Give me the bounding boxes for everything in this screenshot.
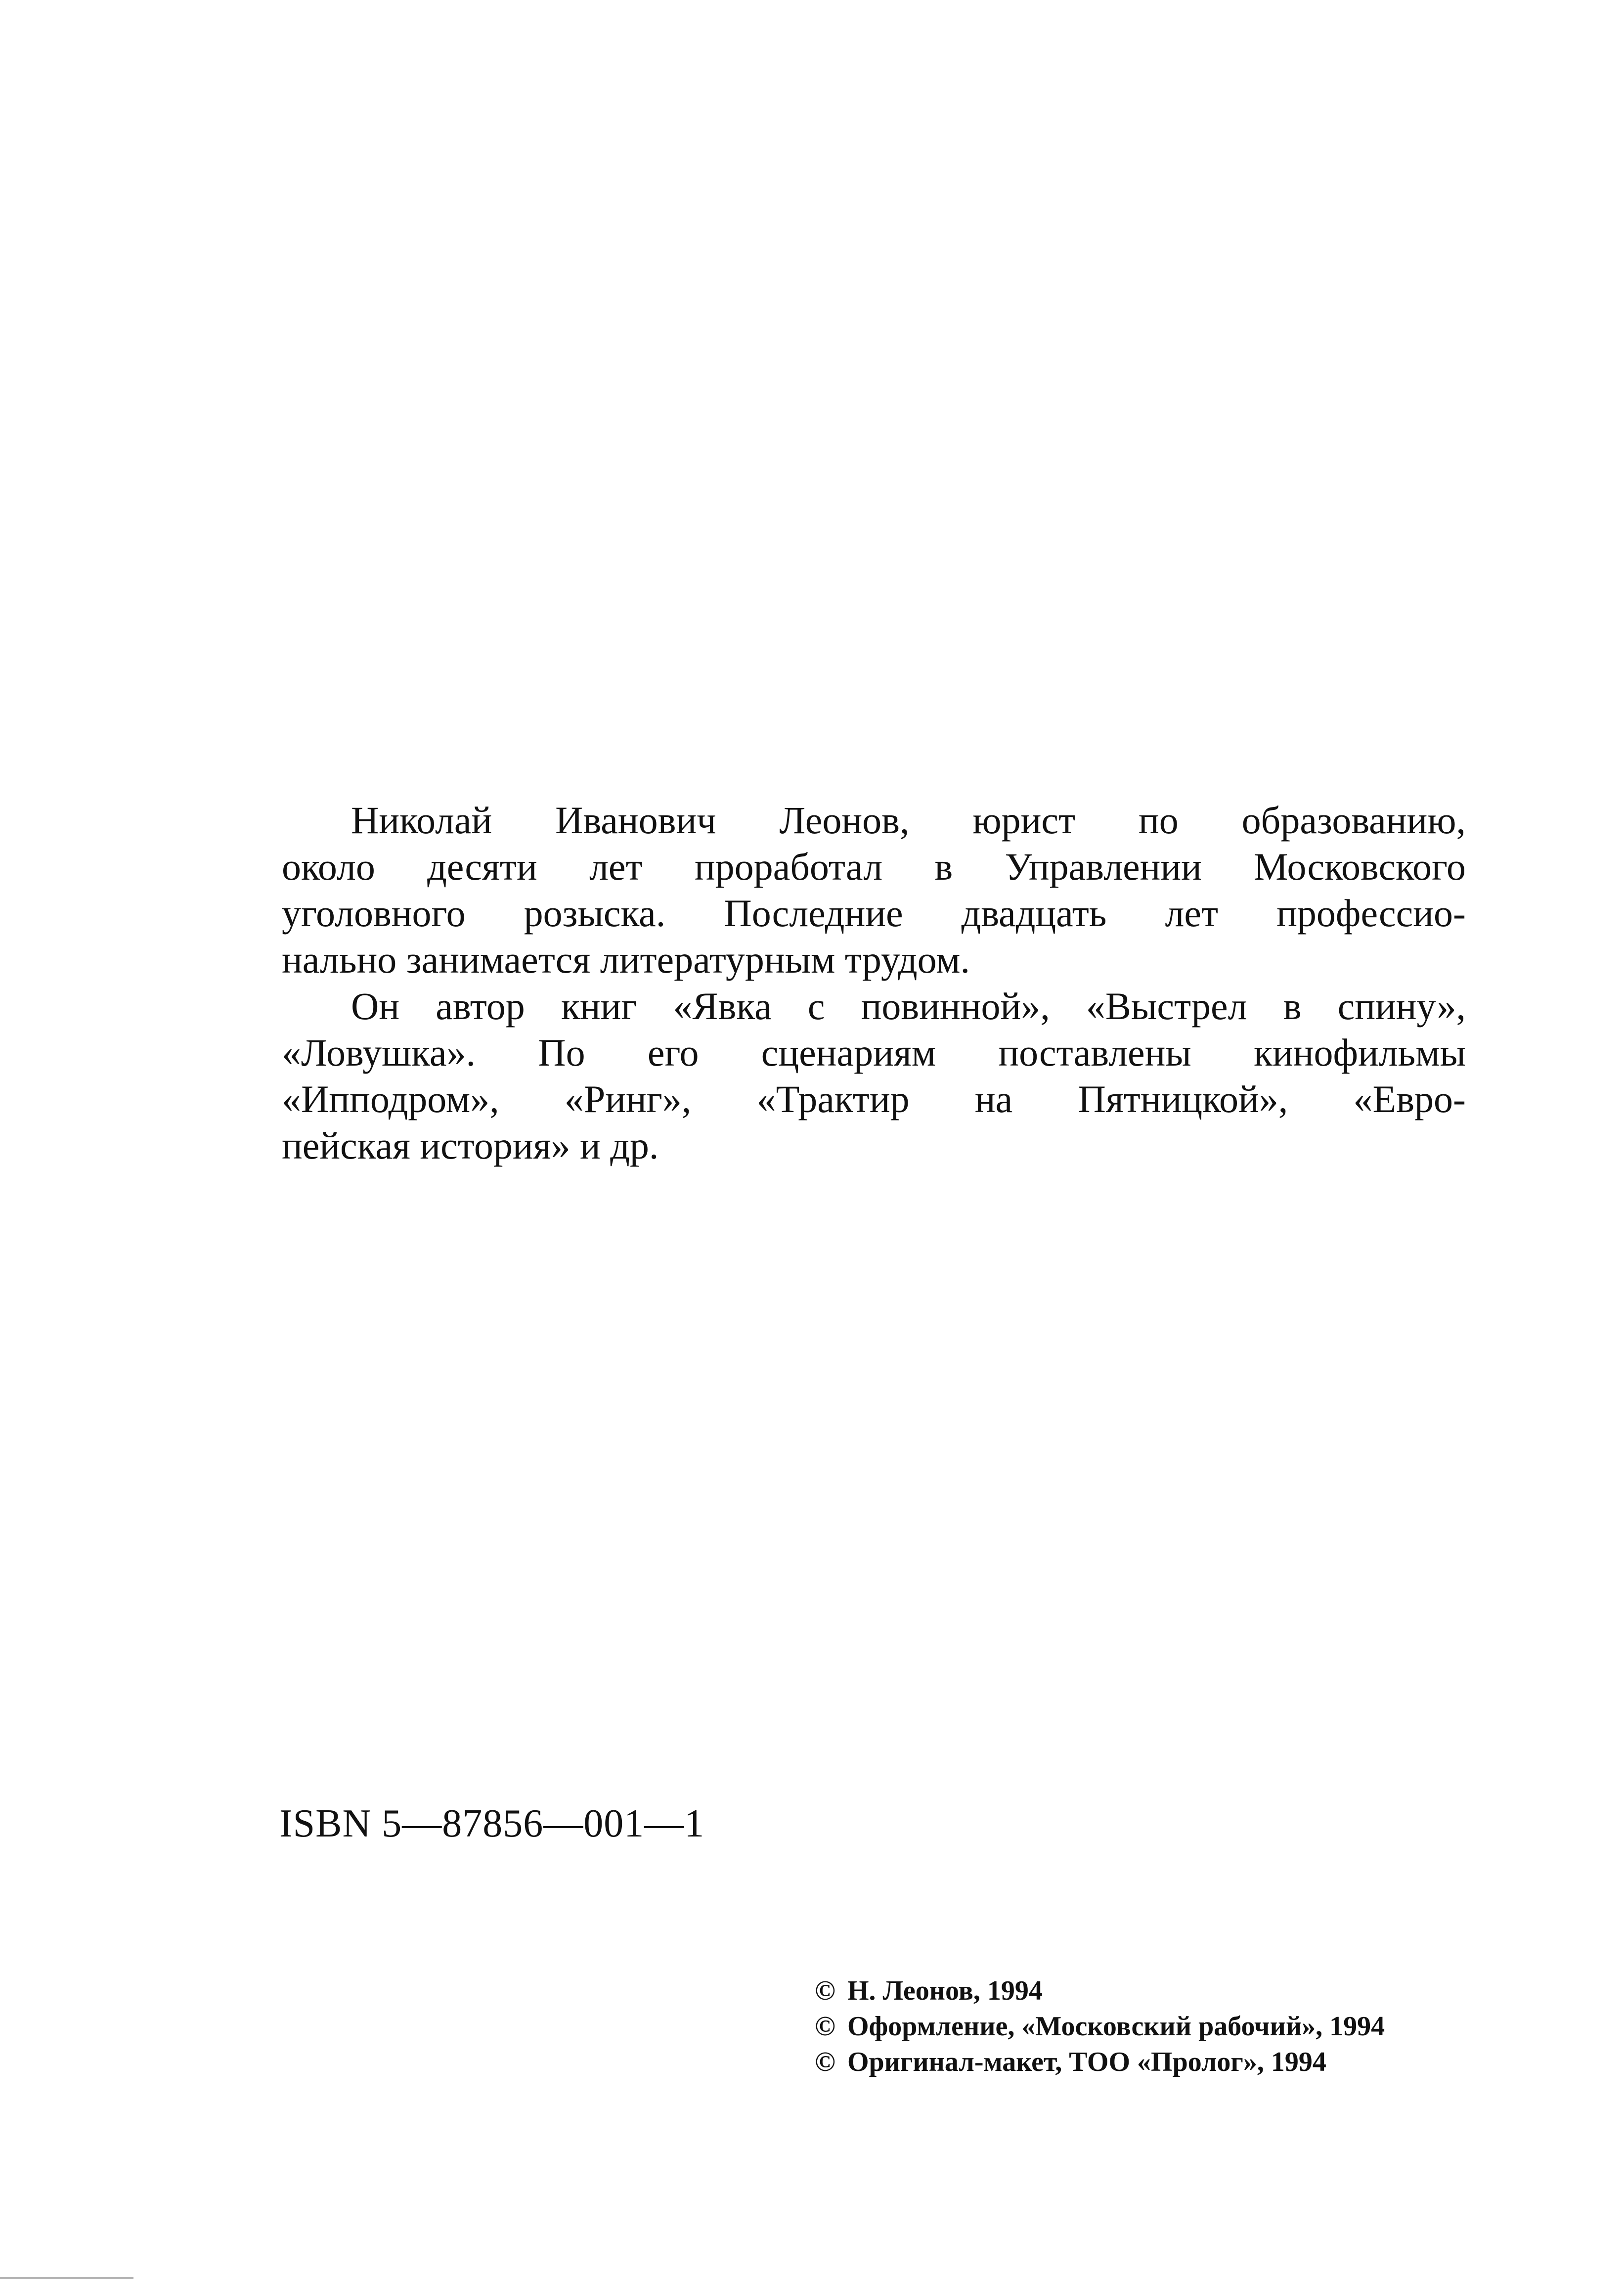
copyright-line bbox=[815, 1973, 1517, 2009]
bio-line: «Ловушка». По его сценариям поставлены кинофильмы bbox=[282, 1031, 1466, 1074]
bio-line: Он автор книг «Явка с повинной», «Выстрел в спину», bbox=[351, 985, 1466, 1028]
copyright-line bbox=[815, 2009, 1517, 2044]
copyright-text: Оригинал-макет, ТОО «Пролог», 1994 bbox=[847, 2047, 1326, 2077]
scan-edge-divider bbox=[0, 2277, 133, 2279]
copyright-text: Оформление, «Московский рабочий», 1994 bbox=[847, 2011, 1385, 2042]
copyright-symbol-icon: © bbox=[815, 1975, 835, 2006]
bio-line: около десяти лет проработал в Управлении Московского bbox=[282, 845, 1466, 888]
copyright-line bbox=[815, 2044, 1517, 2080]
isbn-number: ISBN 5—87856—001—1 bbox=[279, 1802, 705, 1845]
copyright-symbol-icon: © bbox=[815, 2011, 835, 2042]
bio-line: Николай Иванович Леонов, юрист по образованию, bbox=[351, 799, 1466, 842]
bio-line: уголовного розыска. Последние двадцать лет профессио- bbox=[282, 892, 1466, 935]
copyright-text: Н. Леонов, 1994 bbox=[847, 1975, 1043, 2006]
bio-line: нально занимается литературным трудом. bbox=[282, 938, 970, 981]
bio-line: пейская история» и др. bbox=[282, 1124, 659, 1167]
author-biography bbox=[282, 797, 1466, 1169]
copyright-symbol-icon: © bbox=[815, 2047, 835, 2077]
bio-line: «Ипподром», «Ринг», «Трактир на Пятницкой», «Евро- bbox=[282, 1077, 1466, 1120]
copyright-notices bbox=[815, 1973, 1517, 2080]
